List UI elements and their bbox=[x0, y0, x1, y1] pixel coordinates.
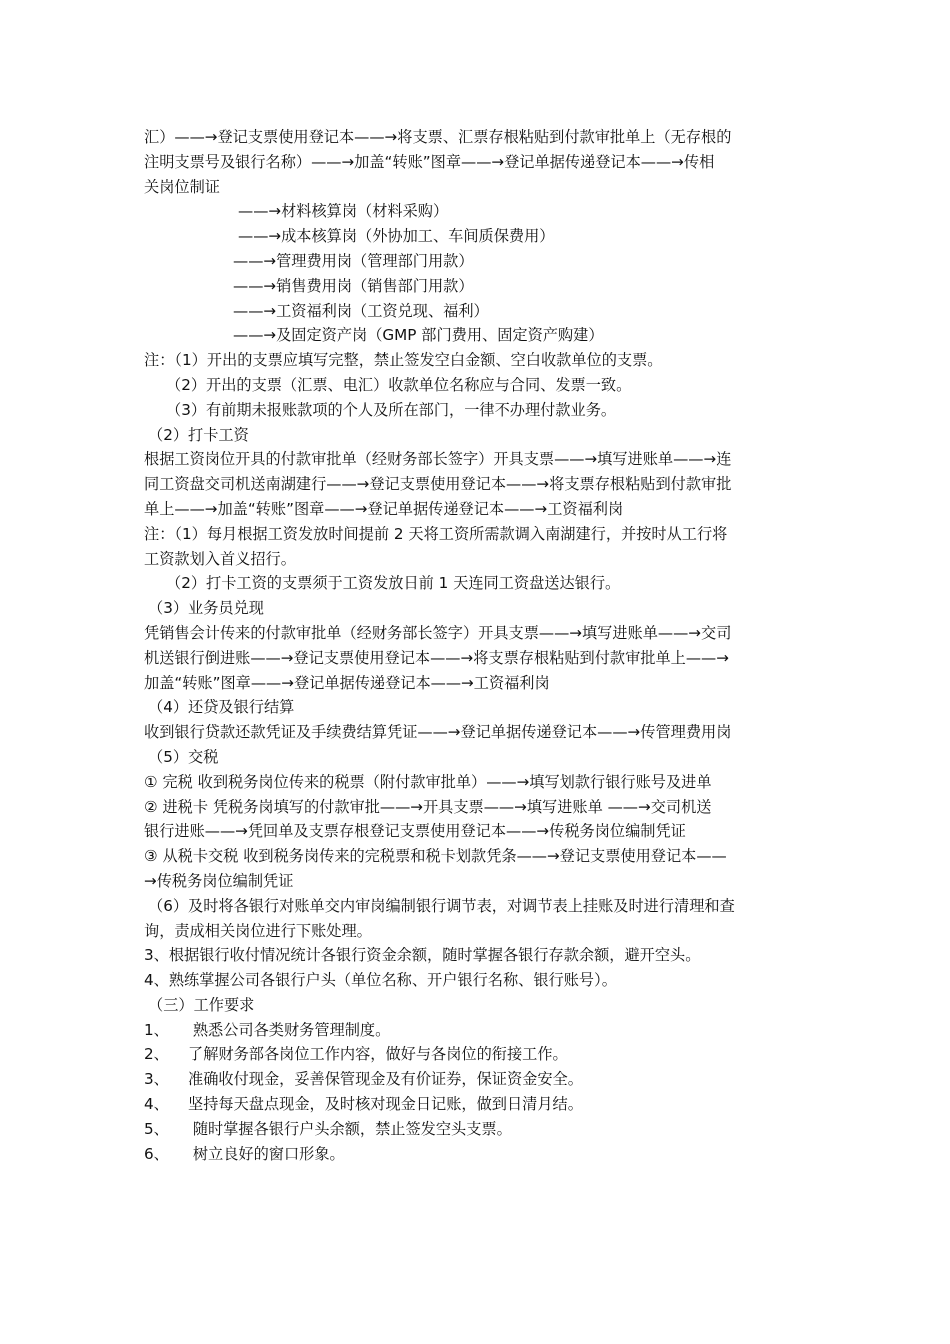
card-salary-note-2: （2）打卡工资的支票须于工资发放日前 1 天连同工资盘送达银行。 bbox=[166, 574, 621, 593]
requirement-text: 了解财务部各岗位工作内容，做好与各岗位的衔接工作。 bbox=[188, 1045, 568, 1064]
requirement-number: 2、 bbox=[144, 1045, 169, 1064]
reconcile-line-2: 询，责成相关岗位进行下账处理。 bbox=[144, 921, 372, 940]
tax-line-3: 银行进账——→凭回单及支票存根登记支票使用登记本——→传税务岗位编制凭证 bbox=[144, 822, 686, 841]
tax-line-5: →传税务岗位编制凭证 bbox=[144, 871, 294, 890]
flow-line-1: 汇）——→登记支票使用登记本——→将支票、汇票存根粘贴到付款审批单上（无存根的 bbox=[144, 128, 732, 146]
reconcile-line-1: （6）及时将各银行对账单交内审岗编制银行调节表，对调节表上挂账及时进行清理和查 bbox=[148, 896, 735, 915]
requirement-item bbox=[144, 1067, 814, 1092]
note-2: （2）开出的支票（汇票、电汇）收款单位名称应与合同、发票一致。 bbox=[166, 375, 632, 394]
card-salary-line-3: 单上——→加盖“转账”图章——→登记单据传递登记本——→工资福利岗 bbox=[144, 499, 624, 518]
flow-line-3: 关岗位制证 bbox=[144, 177, 220, 196]
requirement-number: 4、 bbox=[144, 1095, 169, 1114]
post-fixed-assets: ——→及固定资产岗（GMP 部门费用、固定资产购建） bbox=[233, 326, 604, 345]
item-4: 4、熟练掌握公司各银行户头（单位名称、开户银行名称、银行账号）。 bbox=[144, 971, 617, 990]
tax-line-1: ① 完税 收到税务岗位传来的税票（附付款审批单）——→填写划款行银行账号及进单 bbox=[144, 772, 712, 791]
requirement-number: 3、 bbox=[144, 1070, 169, 1089]
requirement-text: 随时掌握各银行户头余额，禁止签发空头支票。 bbox=[188, 1119, 512, 1138]
requirement-text: 树立良好的窗口形象。 bbox=[188, 1144, 345, 1163]
requirement-item bbox=[144, 1142, 814, 1167]
loan-line: 收到银行贷款还款凭证及手续费结算凭证——→登记单据传递登记本——→传管理费用岗 bbox=[144, 723, 732, 742]
requirement-text: 准确收付现金，妥善保管现金及有价证券，保证资金安全。 bbox=[188, 1070, 583, 1089]
tax-line-4: ③ 从税卡交税 收到税务岗传来的完税票和税卡划款凭条——→登记支票使用登记本—— bbox=[144, 847, 727, 866]
card-salary-note-1-cont: 工资款划入首义招行。 bbox=[144, 549, 296, 568]
post-payroll: ——→工资福利岗（工资兑现、福利） bbox=[233, 301, 489, 320]
card-salary-line-1: 根据工资岗位开具的付款审批单（经财务部长签字）开具支票——→填写进账单——→连 bbox=[144, 450, 732, 469]
section-heading-card-salary: （2）打卡工资 bbox=[148, 425, 249, 444]
note-3: （3）有前期未报账款项的个人及所在部门，一律不办理付款业务。 bbox=[166, 400, 617, 419]
requirement-item bbox=[144, 1042, 814, 1067]
post-management: ——→管理费用岗（管理部门用款） bbox=[233, 251, 474, 270]
requirement-text: 坚持每天盘点现金，及时核对现金日记账，做到日清月结。 bbox=[188, 1095, 583, 1114]
salesman-line-1: 凭销售会计传来的付款审批单（经财务部长签字）开具支票——→填写进账单——→交司 bbox=[144, 623, 732, 642]
tax-line-2: ② 进税卡 凭税务岗填写的付款审批——→开具支票——→填写进账单 ——→交司机送 bbox=[144, 797, 712, 816]
note-1: 注：（1）开出的支票应填写完整，禁止签发空白金额、空白收款单位的支票。 bbox=[144, 351, 663, 370]
item-3: 3、根据银行收付情况统计各银行资金余额，随时掌握各银行存款余额，避开空头。 bbox=[144, 946, 701, 965]
requirement-number: 5、 bbox=[144, 1119, 169, 1138]
requirement-item bbox=[144, 1018, 814, 1043]
requirement-number: 1、 bbox=[144, 1020, 169, 1039]
section-heading-loan: （4）还贷及银行结算 bbox=[148, 698, 295, 717]
requirement-item bbox=[144, 1092, 814, 1117]
section-heading-salesman: （3）业务员兑现 bbox=[148, 599, 264, 618]
section-heading-tax: （5）交税 bbox=[148, 747, 219, 766]
flow-line-2: 注明支票号及银行名称）——→加盖“转账”图章——→登记单据传递登记本——→传相 bbox=[144, 152, 715, 171]
requirement-text: 熟悉公司各类财务管理制度。 bbox=[188, 1020, 391, 1039]
post-cost: ——→成本核算岗（外协加工、车间质保费用） bbox=[238, 227, 555, 246]
requirement-item bbox=[144, 1117, 814, 1142]
salesman-line-2: 机送银行倒进账——→登记支票使用登记本——→将支票存根粘贴到付款审批单上——→ bbox=[144, 648, 729, 667]
salesman-line-3: 加盖“转账”图章——→登记单据传递登记本——→工资福利岗 bbox=[144, 673, 550, 692]
post-sales: ——→销售费用岗（销售部门用款） bbox=[233, 276, 474, 295]
post-material: ——→材料核算岗（材料采购） bbox=[238, 202, 449, 221]
card-salary-note-1: 注：（1）每月根据工资发放时间提前 2 天将工资所需款调入南湖建行，并按时从工行将 bbox=[144, 524, 728, 543]
card-salary-line-2: 同工资盘交司机送南湖建行——→登记支票使用登记本——→将支票存根粘贴到付款审批 bbox=[144, 475, 732, 494]
document-page bbox=[144, 125, 814, 1166]
requirement-number: 6、 bbox=[144, 1144, 169, 1163]
requirements-heading: （三）工作要求 bbox=[148, 995, 255, 1014]
